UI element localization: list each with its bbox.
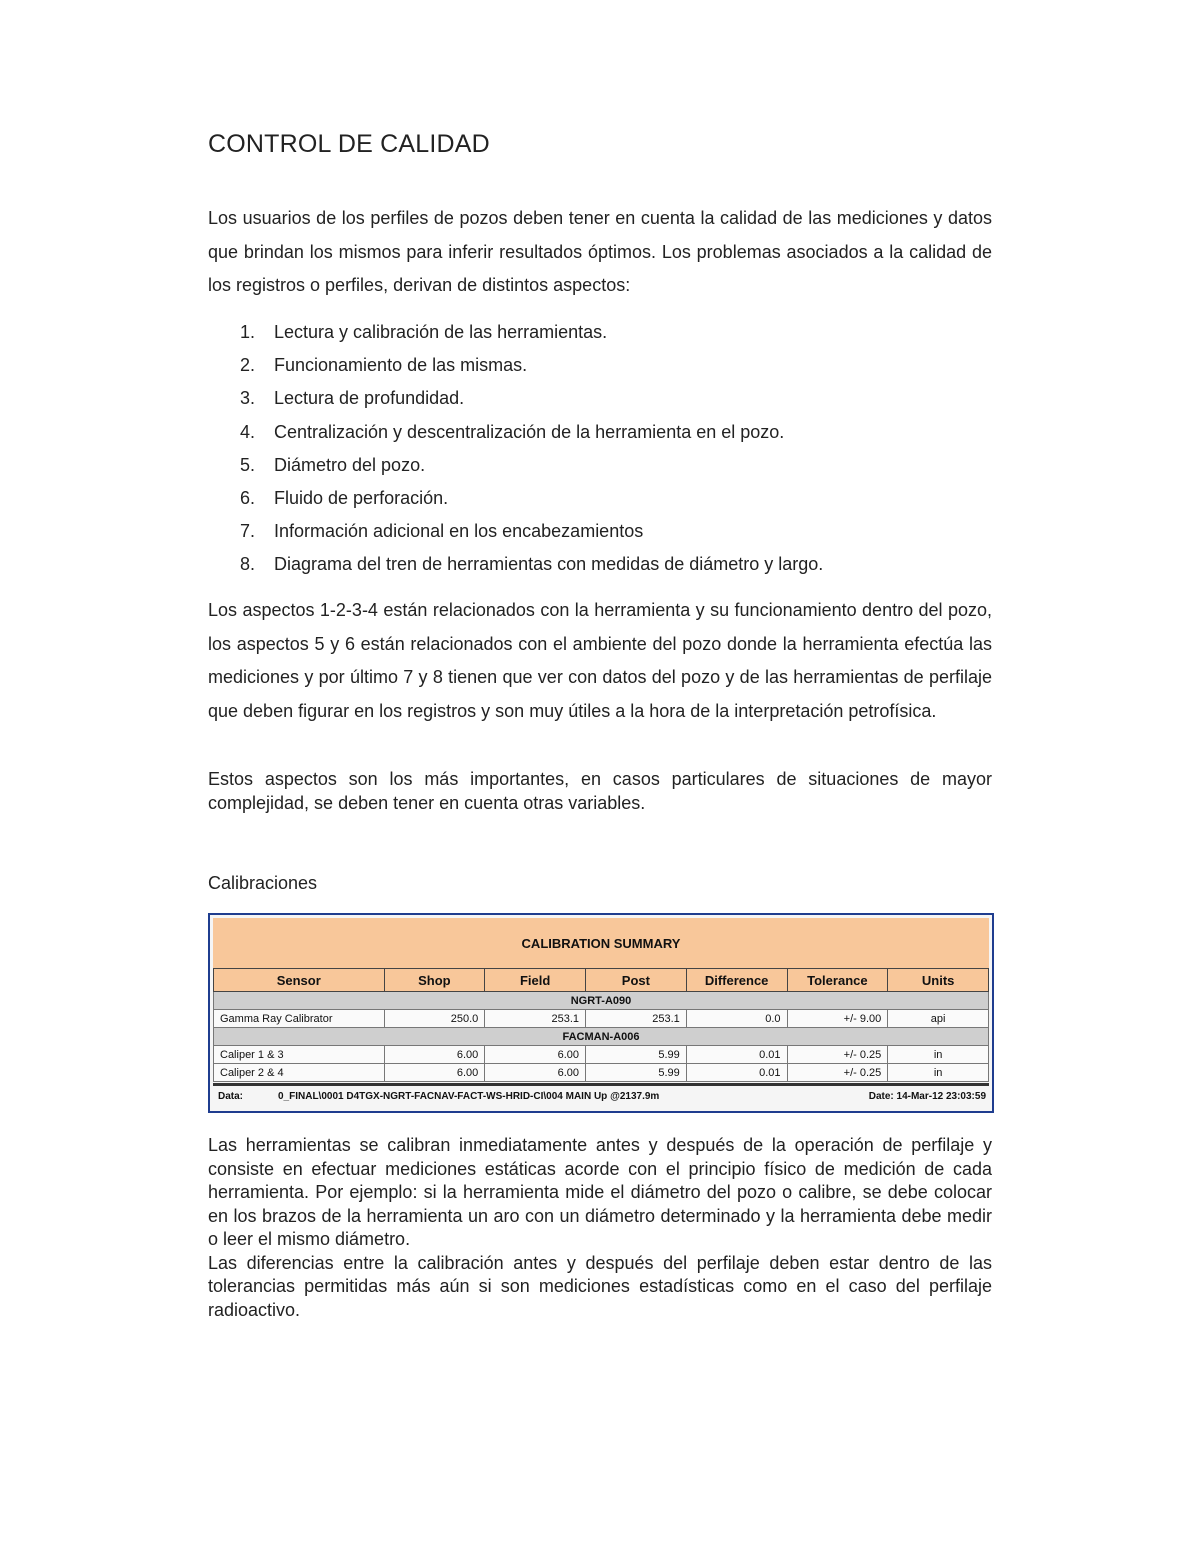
table-row [214,1064,989,1082]
list-item [208,316,823,349]
list-item-number: 5. [240,454,256,475]
units-cell: in [888,1064,989,1082]
column-header: Post [586,969,687,992]
calibration-summary-title: CALIBRATION SUMMARY [213,918,989,968]
group-row [214,1028,989,1046]
column-header: Sensor [214,969,385,992]
list-item-text: Funcionamiento de las mismas. [274,355,528,376]
column-header: Shop [384,969,485,992]
important-paragraph: Estos aspectos son los más importantes, en casos particulares de situaciones de mayor complejidad, se deben tener en cuenta otras variables. [208,769,992,813]
list-item-number: 8. [240,554,256,575]
table-row [214,1010,989,1028]
group-row [214,992,989,1010]
shop-cell: 6.00 [384,1064,485,1082]
list-item-text: Diagrama del tren de herramientas con medidas de diámetro y largo. [274,554,824,575]
shop-cell: 250.0 [384,1010,485,1028]
tolerance-cell: +/- 9.00 [787,1010,888,1028]
post-cell: 5.99 [586,1064,687,1082]
sensor-cell: Caliper 2 & 4 [214,1064,385,1082]
list-item [208,416,823,449]
list-item [208,548,823,581]
page-title: CONTROL DE CALIDAD [208,130,490,158]
calibration-summary-figure [208,913,994,1113]
list-item-text: Centralización y descentralización de la herramienta en el pozo. [274,421,785,442]
footer-label: Data: [218,1091,244,1102]
list-item [208,382,823,415]
list-item-number: 1. [240,322,256,342]
sensor-cell: Caliper 1 & 3 [214,1046,385,1064]
difference-cell: 0.01 [686,1046,787,1064]
list-item-text: Lectura de profundidad. [274,388,465,409]
calibration-table [213,968,989,1082]
sensor-cell: Gamma Ray Calibrator [214,1010,385,1028]
table-row [214,1046,989,1064]
list-item-text: Lectura y calibración de las herramientas. [274,322,608,342]
column-header: Difference [686,969,787,992]
difference-cell: 0.01 [686,1064,787,1082]
table-header-row [214,969,989,992]
group-label: FACMAN-A006 [214,1028,989,1046]
field-cell: 253.1 [485,1010,586,1028]
column-header: Tolerance [787,969,888,992]
footer-date: Date: 14-Mar-12 23:03:59 [868,1091,986,1102]
calibration-text-block [208,1134,992,1322]
issues-list [208,316,823,582]
differences-paragraph: Las diferencias entre la calibración antes y después del perfilaje deben estar dentro de las tolerancias permitidas más aún si son mediciones estadísticas como en el caso del perfilaje radioactivo. [208,1252,992,1320]
footer-data-path: 0_FINAL\0001 D4TGX-NGRT-FACNAV-FACT-WS-HRID-CI\004 MAIN Up @2137.9m [278,1091,660,1102]
list-item [208,482,823,515]
list-item [208,449,823,482]
tolerance-cell: +/- 0.25 [787,1046,888,1064]
column-header: Units [888,969,989,992]
list-item-text: Información adicional en los encabezamientos [274,521,644,542]
tolerance-cell: +/- 0.25 [787,1064,888,1082]
list-item [208,515,823,548]
list-item-text: Fluido de perforación. [274,488,449,509]
list-item [208,349,823,382]
field-cell: 6.00 [485,1064,586,1082]
post-cell: 253.1 [586,1010,687,1028]
list-item-number: 3. [240,388,256,409]
list-item-number: 4. [240,421,256,442]
intro-paragraph: Los usuarios de los perfiles de pozos deben tener en cuenta la calidad de las mediciones y datos que brindan los mismos para inferir resultados óptimos. Los problemas asociados a la calidad de los registros o perfiles, derivan de distintos aspectos: [208,208,992,295]
units-cell: in [888,1046,989,1064]
calibration-footer [213,1083,989,1108]
group-label: NGRT-A090 [214,992,989,1010]
post-cell: 5.99 [586,1046,687,1064]
difference-cell: 0.0 [686,1010,787,1028]
aspects-paragraph: Los aspectos 1-2-3-4 están relacionados con la herramienta y su funcionamiento dentro del pozo, los aspectos 5 y 6 están relacionados con el ambiente del pozo donde la herramienta efectúa las mediciones y por último 7 y 8 tienen que ver con datos del pozo y de las herramientas de perfilaje que deben figurar en los registros y son muy útiles a la hora de la interpretación petrofísica. [208,600,992,721]
list-item-number: 6. [240,488,256,509]
list-item-number: 2. [240,355,256,376]
section-heading-calibraciones: Calibraciones [208,873,318,893]
shop-cell: 6.00 [384,1046,485,1064]
units-cell: api [888,1010,989,1028]
field-cell: 6.00 [485,1046,586,1064]
list-item-number: 7. [240,521,256,542]
calibration-paragraph: Las herramientas se calibran inmediatamente antes y después de la operación de perfilaje y consiste en efectuar mediciones estáticas acorde con el principio físico de medición de cada herramienta. Por ejemplo: si la herramienta mide el diámetro del pozo o calibre, se debe colocar en los brazos de la herramienta un aro con un diámetro determinado y la herramienta debe medir o leer el mismo diámetro. [208,1135,992,1249]
list-item-text: Diámetro del pozo. [274,454,426,475]
column-header: Field [485,969,586,992]
